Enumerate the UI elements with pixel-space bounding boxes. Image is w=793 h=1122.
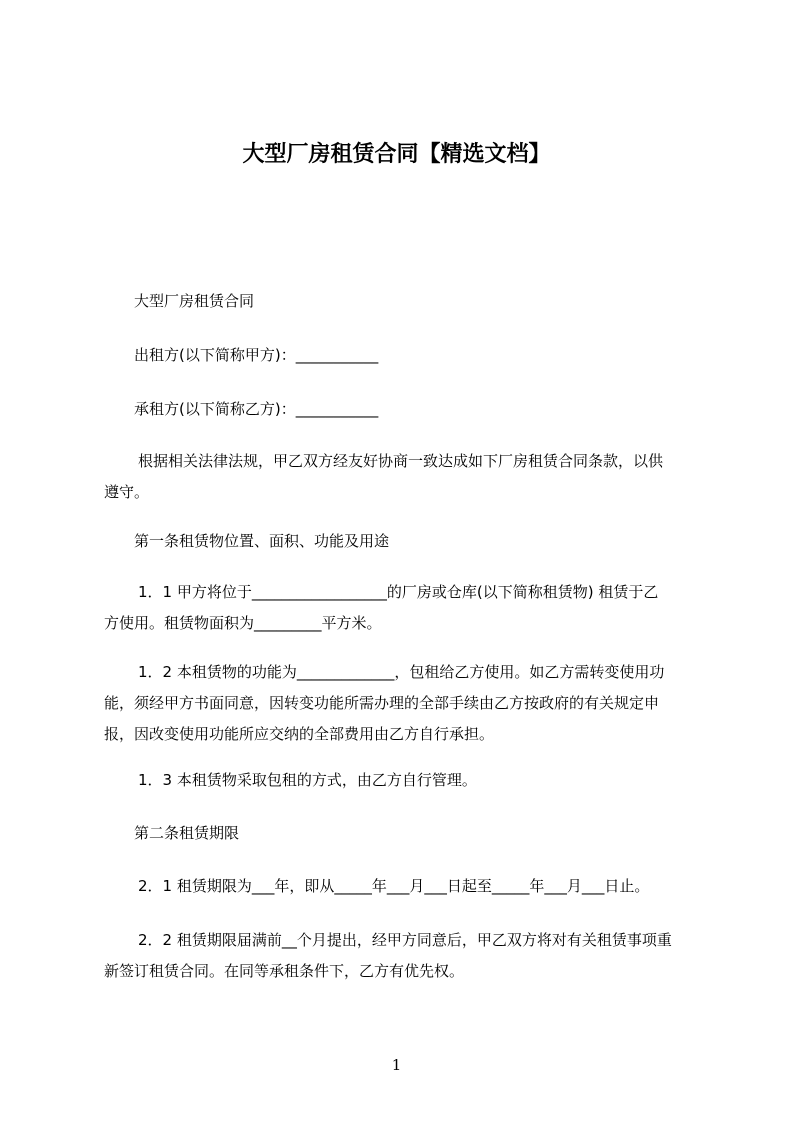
paragraph-lessee [104,394,694,425]
paragraph-line: 报，因改变使用功能所应交纳的全部费用由乙方自行承担。 [104,725,495,743]
clause-2-1 [104,871,694,902]
paragraph-lessor [104,340,694,371]
clause-1-1 [104,577,694,639]
paragraph-line: 根据相关法律法规，甲乙双方经友好协商一致达成如下厂房租赁合同条款，以供 [138,452,664,470]
paragraph-line: 承租方(以下简称乙方)：___________ [134,400,379,418]
paragraph-line: 1．3 本租赁物采取包租的方式，由乙方自行管理。 [138,771,477,789]
paragraph-line: 能，须经甲方书面同意，因转变功能所需办理的全部手续由乙方按政府的有关规定申 [104,694,660,712]
paragraph-line: 遵守。 [104,483,150,501]
page-number: 1 [391,1056,402,1074]
article-2-heading [104,818,694,849]
paragraph-line: 第一条租赁物位置、面积、功能及用途 [134,532,390,550]
paragraph-line: 2．1 租赁期限为___年，即从_____年___月___日起至_____年___月___日止。 [138,877,650,895]
clause-1-2 [104,657,694,750]
paragraph-line: 1．2 本租赁物的功能为_____________，包租给乙方使用。如乙方需转变使用功 [138,663,665,681]
paragraph-preamble [104,446,694,508]
paragraph-contract-heading [104,286,694,317]
paragraph-line: 方使用。租赁物面积为_________平方米。 [104,614,382,632]
paragraph-line: 第二条租赁期限 [134,824,240,842]
paragraph-line: 新签订租赁合同。在同等承租条件下，乙方有优先权。 [104,962,465,980]
paragraph-line: 出租方(以下简称甲方)：___________ [134,346,379,364]
clause-1-3 [104,765,694,796]
paragraph-line: 大型厂房租赁合同 [134,292,255,310]
clause-2-2 [104,925,694,987]
article-1-heading [104,526,694,557]
paragraph-line: 1．1 甲方将位于__________________的厂房或仓库(以下简称租赁物) 租赁于乙 [138,583,659,601]
paragraph-line: 2．2 租赁期限届满前__个月提出，经甲方同意后，甲乙双方将对有关租赁事项重 [138,931,672,949]
document-title: 大型厂房租赁合同【精选文档】 [242,142,551,167]
